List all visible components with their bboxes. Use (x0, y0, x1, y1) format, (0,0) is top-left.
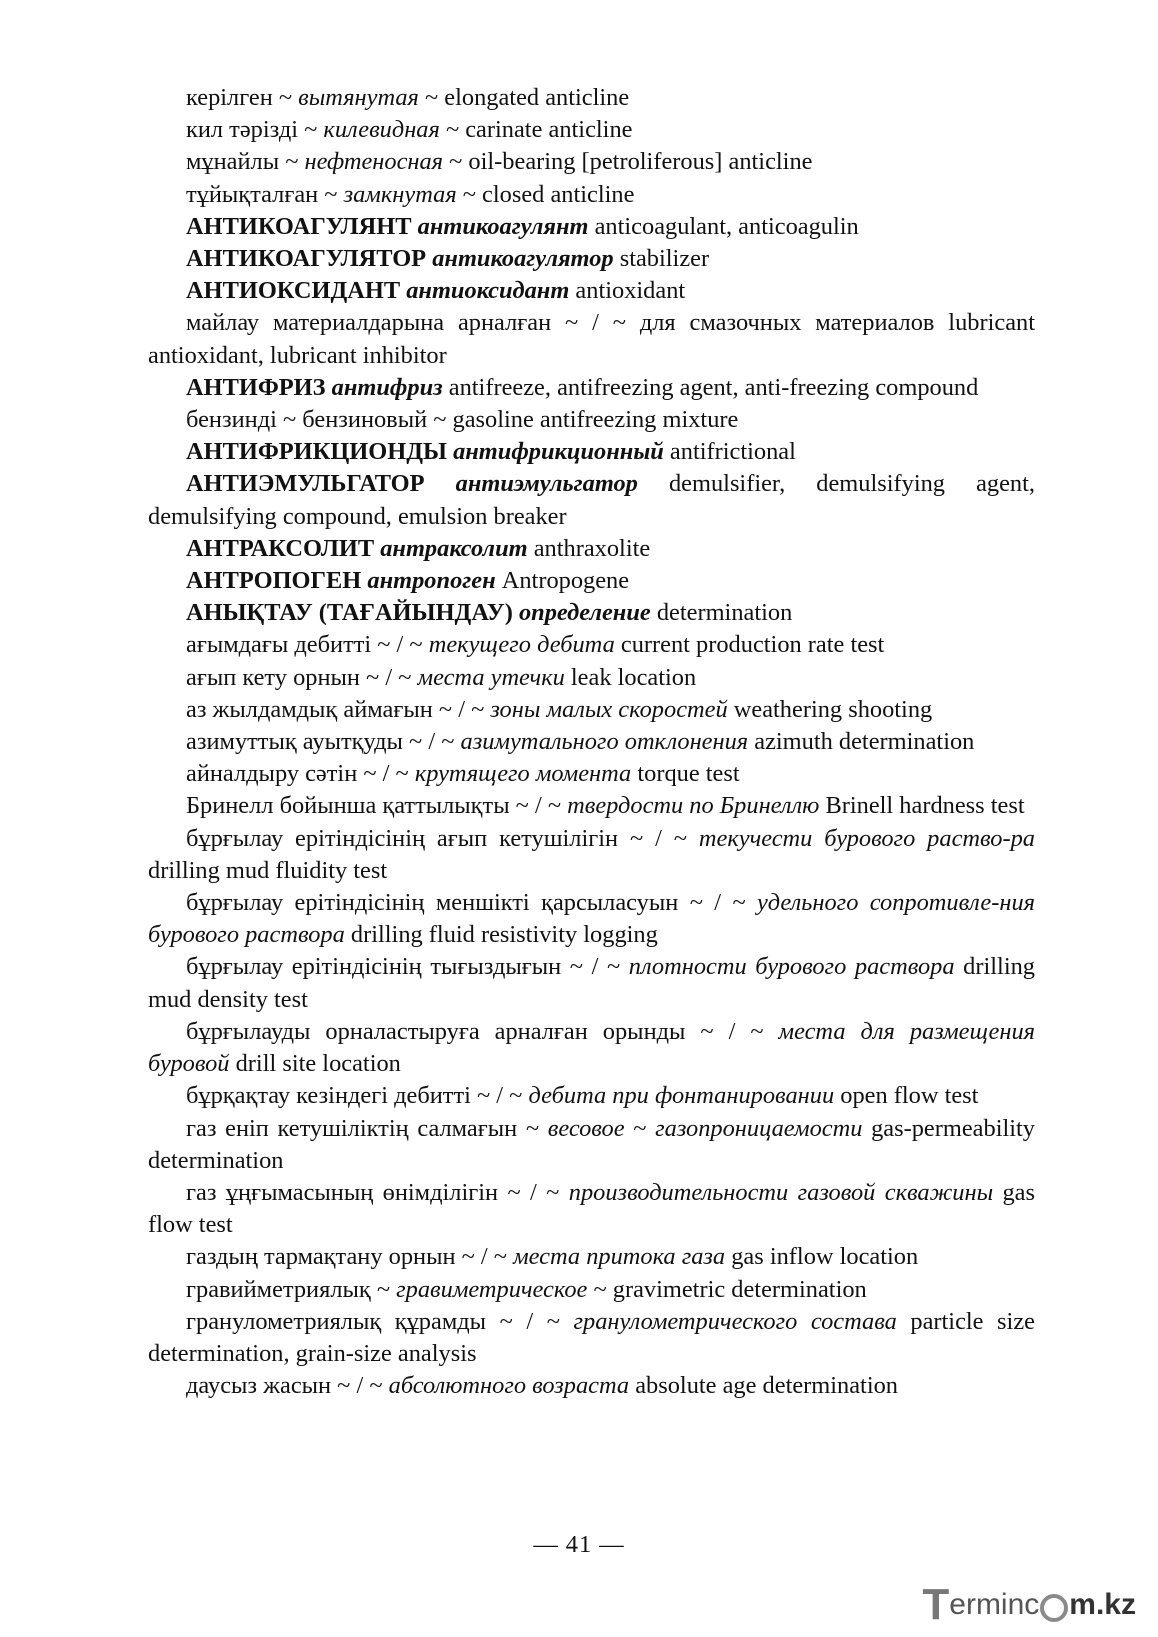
entry-text: absolute age determination (629, 1372, 899, 1400)
entry-text: leak location (564, 663, 697, 691)
headword-russian: определение (518, 599, 651, 627)
entry-text: газ ұңғымасының өнімділігін ~ / ~ (186, 1178, 569, 1206)
dictionary-entry (148, 211, 1035, 243)
entry-text: antifreeze, antifreezing agent, anti-freezing compound (442, 373, 979, 401)
dictionary-entry (148, 1241, 1035, 1273)
headword-russian: антраксолит (380, 534, 528, 562)
entry-text: Бринелл бойынша қаттылықты ~ / ~ (186, 792, 568, 820)
russian-term: весовое (547, 1114, 625, 1142)
entry-text: particle size determination, grain-size analysis (148, 1307, 1035, 1367)
entry-text: бензинді ~ бензиновый ~ gasoline antifreezing mixture (186, 406, 739, 434)
dictionary-entry (148, 275, 1035, 307)
russian-term: удельного сопротивле-ния бурового раствора (148, 889, 1036, 949)
entry-text: тұйықталған ~ (186, 180, 344, 208)
entry-text: drilling fluid resistivity logging (344, 921, 658, 949)
headword-kazakh: АНЫҚТАУ (ТАҒАЙЫНДАУ) (186, 599, 513, 627)
headword-russian: антропоген (367, 567, 496, 595)
russian-term: газопроницаемости (655, 1114, 863, 1142)
entry-text: stabilizer (613, 245, 710, 273)
entry-text: drill site location (229, 1050, 401, 1078)
dictionary-entry (148, 1370, 1035, 1402)
russian-term: килевидная (323, 116, 440, 144)
dictionary-entry (148, 1113, 1035, 1177)
entry-text: ~ elongated anticline (418, 84, 630, 111)
russian-term: абсолютного возраста (388, 1372, 630, 1400)
entry-text: Antropogene (495, 567, 630, 595)
entry-text: гранулометриялық құрамды ~ / ~ (186, 1307, 574, 1335)
entry-text: мұнайлы ~ (186, 148, 305, 176)
entry-text: гравийметриялық ~ (186, 1275, 397, 1303)
dictionary-entry (148, 114, 1035, 146)
entry-text: ағымдағы дебитті ~ / ~ (186, 631, 429, 659)
headword-kazakh: АНТРАКСОЛИТ (186, 534, 375, 562)
dictionary-entry (148, 533, 1035, 565)
headword-kazakh: АНТИКОАГУЛЯТОР (186, 245, 427, 273)
russian-term: вытянутая (298, 84, 419, 111)
dictionary-entry (148, 565, 1035, 597)
entry-text: кил тәрізді ~ (186, 116, 324, 144)
dictionary-entry (148, 372, 1035, 404)
headword-kazakh: АНТИФРИЗ (186, 373, 326, 401)
termincom-watermark-logo: T ermi nc m.kz (922, 1580, 1136, 1629)
headword-kazakh: АНТИЭМУЛЬГАТОР (186, 470, 425, 498)
entry-text: antioxidant (569, 277, 686, 305)
dictionary-entry (148, 758, 1035, 790)
headword-kazakh: АНТИФРИКЦИОНДЫ (186, 438, 447, 466)
dictionary-entry (148, 179, 1035, 211)
russian-term: места притока газа (513, 1243, 726, 1271)
dictionary-entry (148, 951, 1035, 1015)
entry-text: бұрғылау ерітіндісінің меншікті қарсыласуын ~ / ~ (186, 889, 758, 917)
russian-term: зоны малых скоростей (490, 695, 728, 723)
entry-text: бұрғылауды орналастыруға арналған орынды ~ / ~ (186, 1017, 779, 1045)
entry-text: drilling mud fluidity test (148, 856, 388, 884)
entry-text: drilling mud density test (148, 953, 1035, 1013)
page-number: — 41 — (533, 1531, 625, 1558)
dictionary-entry (148, 597, 1035, 629)
entry-text: газдың тармақтану орнын ~ / ~ (186, 1243, 514, 1271)
entry-text: ~ gravimetric determination (587, 1275, 867, 1303)
entry-text: керілген ~ (186, 84, 299, 111)
russian-term: места для размещения буровой (148, 1017, 1035, 1078)
dictionary-entry (148, 694, 1035, 726)
dictionary-entry (148, 1274, 1035, 1306)
entry-text: айналдыру сәтін ~ / ~ (186, 760, 415, 788)
russian-term: текущего дебита (428, 631, 615, 659)
entry-text: gas flow test (148, 1178, 1035, 1239)
dictionary-entry (148, 662, 1035, 694)
dictionary-entry (148, 726, 1035, 758)
entry-text: determination (650, 599, 793, 627)
entry-text: anticoagulant, anticoagulin (588, 212, 859, 240)
entry-text: ~ oil-bearing [petroliferous] anticline (443, 148, 813, 176)
headword-russian: антифрикционный (453, 438, 664, 466)
russian-term: крутящего момента (414, 760, 632, 788)
russian-term: текучести бурового раство-ра (698, 824, 1035, 852)
entry-text: бұрғылау ерітіндісінің тығыздығын ~ / ~ (186, 953, 629, 981)
russian-term: дебита при фонтанировании (528, 1082, 835, 1110)
russian-term: гравиметрическое (396, 1275, 588, 1303)
dictionary-entry (148, 404, 1035, 436)
entry-text: gas inflow location (725, 1243, 919, 1271)
russian-term: твердости по Бринеллю (567, 792, 820, 820)
russian-term: места утечки (417, 663, 565, 691)
headword-russian: антикоагулятор (432, 245, 614, 273)
headword-russian: антиэмульгатор (455, 470, 638, 498)
dictionary-entry (148, 436, 1035, 468)
entry-text: бұрғылау ерітіндісінің ағып кетушілігін ~ / ~ (186, 824, 699, 852)
entry-text: anthraxolite (527, 534, 651, 562)
entry-text: газ еніп кетушіліктің салмағын ~ (186, 1114, 548, 1142)
entry-text: ~ carinate anticline (439, 116, 633, 144)
entry-text: ~ closed anticline (456, 180, 635, 208)
dictionary-entry (148, 823, 1035, 887)
entry-text: current production rate test (614, 631, 885, 659)
russian-term: замкнутая (343, 180, 457, 208)
russian-term: нефтеносная (304, 148, 444, 176)
dictionary-entry (148, 1080, 1035, 1112)
dictionary-entry (148, 146, 1035, 178)
entry-text: ~ (624, 1114, 656, 1142)
entry-text: бұрқақтау кезіндегі дебитті ~ / ~ (186, 1082, 529, 1110)
headword-kazakh: АНТРОПОГЕН (186, 567, 362, 595)
entry-text (425, 470, 456, 497)
russian-term: азимутального отклонения (460, 728, 749, 756)
headword-russian: антиоксидант (406, 277, 570, 305)
dictionary-entry (148, 1177, 1035, 1241)
entry-text: azimuth determination (748, 728, 975, 756)
headword-kazakh: АНТИКОАГУЛЯНТ (186, 212, 412, 240)
russian-term: производительности газовой скважины (568, 1178, 994, 1206)
entry-text: даусыз жасын ~ / ~ (186, 1372, 389, 1400)
entry-text: Brinell hardness test (819, 792, 1025, 820)
entry-text: open flow test (834, 1082, 979, 1110)
entry-text: torque test (631, 760, 740, 788)
entry-text: antifrictional (663, 438, 796, 466)
dictionary-entry (148, 1306, 1035, 1370)
dictionary-entry (148, 629, 1035, 661)
dictionary-entry (148, 887, 1035, 951)
dictionary-entry (148, 790, 1035, 822)
headword-russian: антикоагулянт (417, 212, 589, 240)
entry-text: gas-permeability determination (148, 1114, 1035, 1174)
entry-text: ағып кету орнын ~ / ~ (186, 663, 418, 691)
dictionary-entry (148, 307, 1035, 371)
dictionary-entry (148, 82, 1035, 114)
entry-text: майлау материалдарына арналған ~ / ~ для смазочных материалов lubricant antioxidant, lubricant inhibitor (148, 309, 1035, 369)
russian-term: гранулометрического состава (573, 1307, 897, 1335)
dictionary-entry (148, 468, 1035, 532)
dictionary-entry (148, 243, 1035, 275)
entry-text: азимуттық ауытқуды ~ / ~ (186, 728, 461, 756)
entry-text: demulsifier, demulsifying agent, demulsifying compound, emulsion breaker (148, 470, 1035, 530)
entry-text: weathering shooting (727, 695, 933, 723)
headword-russian: антифриз (331, 373, 443, 401)
russian-term: плотности бурового раствора (628, 953, 955, 981)
dictionary-entry (148, 1016, 1035, 1080)
headword-kazakh: АНТИОКСИДАНТ (186, 277, 401, 305)
dictionary-entries (148, 82, 1035, 1402)
entry-text: аз жылдамдық аймағын ~ / ~ (186, 695, 491, 723)
